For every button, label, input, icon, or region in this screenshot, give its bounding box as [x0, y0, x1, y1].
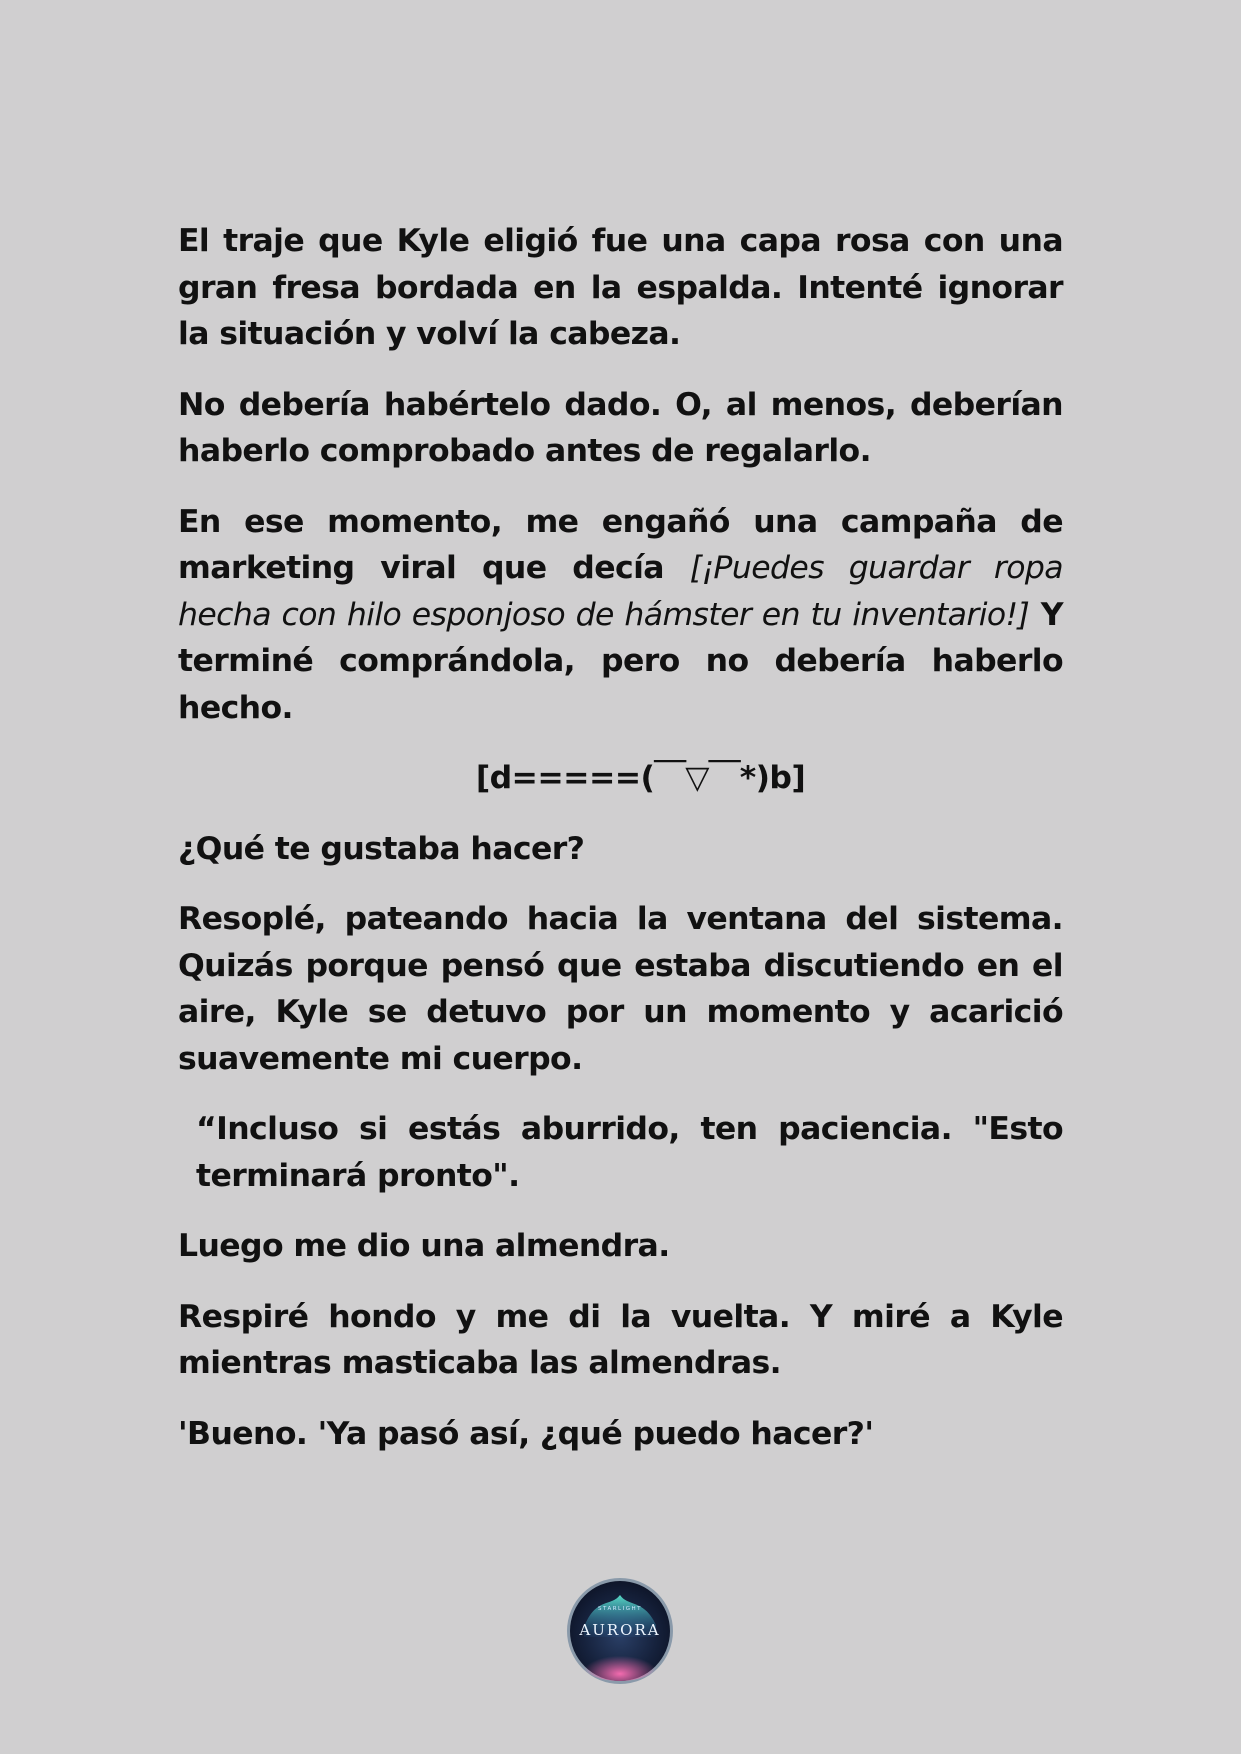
paragraph-7: Luego me dio una almendra. — [178, 1228, 670, 1264]
paragraph-5: Resoplé, pateando hacia la ventana del sistema. Quizás porque pensó que estaba discutiendo en el aire, Kyle se detuvo por un momento y acarició suavemente mi cuerpo. — [178, 901, 1063, 1077]
paragraph-6: “Incluso si estás aburrido, ten paciencia. "Esto terminará pronto". — [196, 1111, 1063, 1194]
aurora-logo — [566, 1577, 674, 1685]
paragraph-3-system-message: [¡Puedes guardar ropa hecha con hilo esponjoso de hámster en tu inventario!] — [178, 550, 1063, 633]
logo-glow — [582, 1645, 658, 1681]
emoticon-line — [178, 755, 1063, 802]
paragraph-3-end: Y terminé comprándola, pero no debería haberlo hecho. — [178, 596, 1064, 726]
emoticon: [d=====(￣▽￣*)b] — [475, 760, 806, 796]
page-body — [178, 218, 1063, 1481]
paragraph-2: No debería habértelo dado. O, al menos, deberían haberlo comprobado antes de regalarlo. — [178, 386, 1063, 469]
paragraph-4: ¿Qué te gustaba hacer? — [178, 830, 585, 867]
paragraph-1: El traje que Kyle eligió fue una capa rosa con una gran fresa bordada en la espalda. Intenté ignorar la situación y volví la cabeza. — [178, 223, 1063, 352]
paragraph-3 — [178, 499, 1063, 732]
logo-subtitle: STARLIGHT — [598, 1606, 642, 1612]
paragraph-8: Respiré hondo y me di la vuelta. Y miré a Kyle mientras masticaba las almendras. — [178, 1298, 1063, 1381]
paragraph-3-start: En ese momento, me engañó una campaña de marketing viral que decía — [178, 503, 1063, 586]
paragraph-9: 'Bueno. 'Ya pasó así, ¿qué puedo hacer?' — [178, 1415, 874, 1452]
logo-title: AURORA — [579, 1621, 661, 1639]
